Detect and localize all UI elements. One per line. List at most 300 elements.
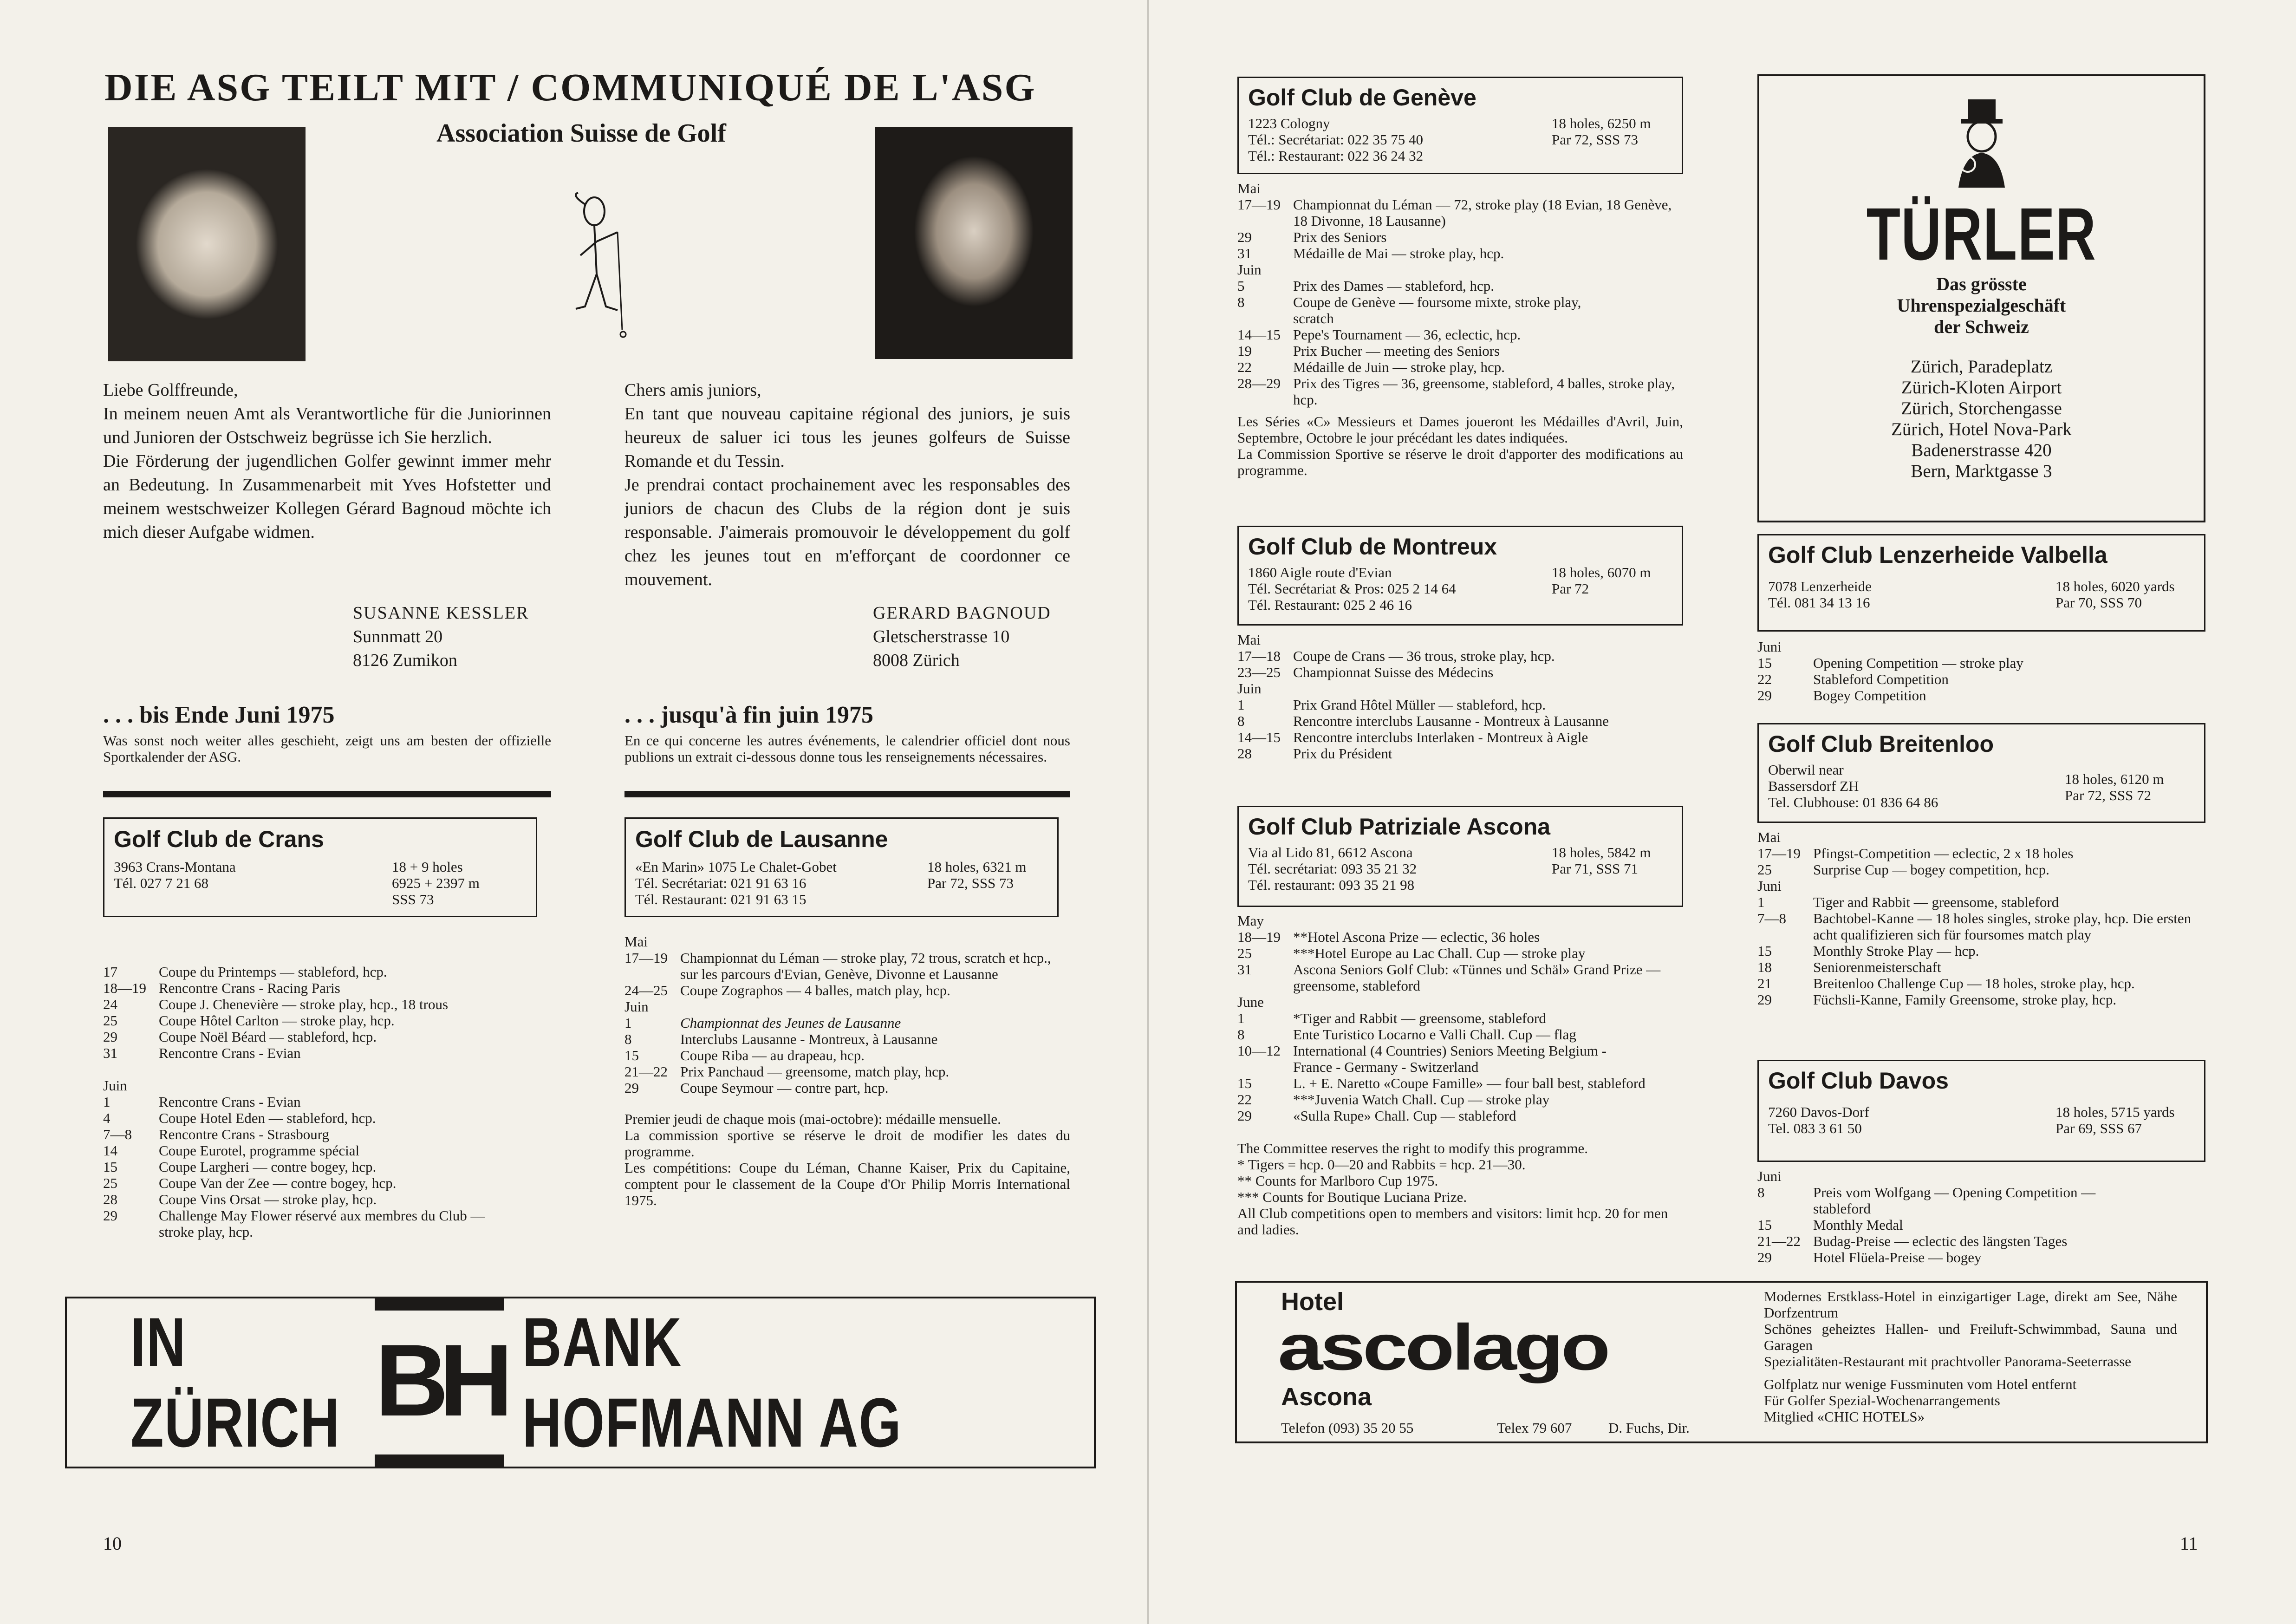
club-name: Golf Club de Crans xyxy=(114,826,324,852)
club-details xyxy=(1248,564,1672,613)
club-address xyxy=(1768,1104,1869,1136)
schedule-row xyxy=(1757,845,2205,861)
club-box-geneve xyxy=(1237,77,1683,174)
event-title: Tiger and Rabbit — greensome, stableford xyxy=(1813,894,2059,910)
club-details xyxy=(1768,762,2195,810)
event-title: Pfingst-Competition — eclectic, 2 x 18 holes xyxy=(1813,845,2074,861)
course-holes: 18 holes, 6321 m xyxy=(927,859,1027,875)
event-title: Breitenloo Challenge Cup — 18 holes, stroke play, hcp. xyxy=(1813,975,2135,991)
course-length: 6925 + 2397 m xyxy=(392,875,480,891)
phone-line: Tél. Secrétariat: 021 91 63 16 xyxy=(635,875,807,891)
event-date: 29 xyxy=(103,1029,117,1045)
event-title: Prix du Président xyxy=(1293,745,1392,762)
club-details xyxy=(1248,844,1672,893)
schedule-ascona xyxy=(1237,913,1683,1238)
event-title: Monthly Medal xyxy=(1813,1217,1903,1233)
event-title: Coupe Zographos — 4 balles, match play, hcp. xyxy=(680,982,950,998)
schedule-row xyxy=(1237,1010,1683,1026)
page-number: 10 xyxy=(103,1533,122,1554)
tagline-line: Das grösste xyxy=(1936,274,2027,294)
schedule-row xyxy=(1237,245,1683,261)
club-address xyxy=(635,859,837,907)
phone-line: Tél. Restaurant: 021 91 63 15 xyxy=(635,891,807,907)
event-date: 7—8 xyxy=(103,1126,132,1142)
schedule-row xyxy=(1757,959,2205,975)
signature-name: GERARD BAGNOUD xyxy=(873,603,1051,623)
letter-german xyxy=(103,378,551,544)
event-date: 24 xyxy=(103,996,117,1012)
course-par: Par 72, SSS 73 xyxy=(1552,131,1639,148)
course-holes: 18 + 9 holes xyxy=(392,859,463,875)
schedule-row xyxy=(1757,991,2205,1008)
club-box-ascona xyxy=(1237,806,1683,907)
phone-line: Tél. 027 7 21 68 xyxy=(114,875,209,891)
event-date: 1 xyxy=(624,1015,632,1031)
schedule-lausanne xyxy=(624,933,1070,1208)
event-date: 8 xyxy=(1237,713,1245,729)
schedule-geneve xyxy=(1237,180,1683,478)
event-title: Prix des Seniors xyxy=(1293,229,1387,245)
event-title: ***Hotel Europe au Lac Chall. Cup — stroke play xyxy=(1293,945,1586,961)
event-date: 15 xyxy=(103,1159,117,1175)
location-line: Zürich, Hotel Nova-Park xyxy=(1891,419,2072,439)
event-date: 8 xyxy=(1237,1026,1245,1043)
club-name: Golf Club Breitenloo xyxy=(1768,731,1994,757)
event-title: Rencontre interclubs Interlaken - Montreux à Aigle xyxy=(1293,729,1588,745)
event-date: 28—29 xyxy=(1237,375,1281,391)
event-title: Opening Competition — stroke play xyxy=(1813,655,2023,671)
event-title: Championnat du Léman — 72, stroke play (18 Evian, 18 Genève, 18 Divonne, 18 Lausanne) xyxy=(1293,196,1672,229)
club-details xyxy=(1768,1104,2195,1136)
club-box-davos xyxy=(1757,1060,2205,1162)
event-title: International (4 Countries) Seniors Meeting Belgium - France - Germany - Switzerland xyxy=(1293,1043,1607,1075)
course-par: Par 69, SSS 67 xyxy=(2055,1120,2142,1136)
course-holes: 18 holes, 6020 yards xyxy=(2055,578,2175,594)
event-title: **Hotel Ascona Prize — eclectic, 36 holes xyxy=(1293,929,1540,945)
club-address xyxy=(1768,578,1872,611)
club-name: Golf Club Patriziale Ascona xyxy=(1248,814,1551,840)
event-date: 8 xyxy=(624,1031,632,1047)
schedule-row xyxy=(1757,655,2205,671)
event-date: 15 xyxy=(1757,943,1772,959)
signature-street: Gletscherstrasse 10 xyxy=(873,627,1010,646)
schedule-row xyxy=(103,996,551,1012)
event-title: Hotel Flüela-Preise — bogey xyxy=(1813,1249,1982,1265)
turler-locations xyxy=(1759,356,2204,482)
schedule-row xyxy=(1757,975,2205,991)
event-date: 18 xyxy=(1757,959,1772,975)
event-title: Coupe Hotel Eden — stableford, hcp. xyxy=(159,1110,376,1126)
phone-line: Tél. Restaurant: 025 2 46 16 xyxy=(1248,597,1412,613)
schedule-row xyxy=(1237,945,1683,961)
event-title: Médaille de Mai — stroke play, hcp. xyxy=(1293,245,1504,261)
event-title: Coupe de Genève — foursome mixte, stroke play, scratch xyxy=(1293,294,1581,326)
phone-line: Tél.: Restaurant: 022 36 24 32 xyxy=(1248,148,1424,164)
month-label: Juni xyxy=(1757,639,1782,655)
divider xyxy=(103,791,551,797)
club-details xyxy=(635,859,1048,907)
letter-paragraph: En tant que nouveau capitaine régional des juniors, je suis heureux de saluer ici tous les jeunes golfeurs de Suisse Romande et du Tessin. xyxy=(624,404,1070,471)
month-label: June xyxy=(1237,994,1264,1010)
schedule-row xyxy=(624,1063,1070,1080)
ascolago-logo: ascolago xyxy=(1278,1311,1608,1384)
location-line: Zürich, Paradeplatz xyxy=(1910,357,2053,377)
event-date: 18—19 xyxy=(103,980,146,996)
event-title: «Sulla Rupe» Chall. Cup — stableford xyxy=(1293,1108,1516,1124)
event-date: 17 xyxy=(103,964,117,980)
event-date: 1 xyxy=(1237,697,1245,713)
club-box-breitenloo xyxy=(1757,723,2205,823)
photo-gerard-bagnoud xyxy=(875,127,1073,359)
event-date: 15 xyxy=(624,1047,639,1063)
description-line: Modernes Erstklass-Hotel in einzigartiger Lage, direkt am See, Nähe Dorfzentrum xyxy=(1764,1288,2177,1321)
club-box-lenzerheide xyxy=(1757,534,2205,632)
event-date: 1 xyxy=(1237,1010,1245,1026)
description-line: Spezialitäten-Restaurant mit prachtvoller Panorama-Seeterrasse xyxy=(1764,1353,2132,1370)
schedule-row xyxy=(1237,664,1683,680)
schedule-row xyxy=(1237,229,1683,245)
event-date: 22 xyxy=(1237,359,1252,375)
club-name: Golf Club Davos xyxy=(1768,1068,1949,1094)
divider xyxy=(624,791,1070,797)
event-date: 14—15 xyxy=(1237,729,1281,745)
schedule-note: Premier jeudi de chaque mois (mai-octobre): médaille mensuelle. xyxy=(624,1111,1001,1127)
schedule-row xyxy=(103,964,551,980)
event-title: Prix des Tigres — 36, greensome, stableford, 4 balles, stroke play, hcp. xyxy=(1293,375,1675,408)
location-line: Badenerstrasse 420 xyxy=(1911,440,2052,460)
event-date: 31 xyxy=(103,1045,117,1061)
event-title: Preis vom Wolfgang — Opening Competition — stableford xyxy=(1813,1184,2096,1217)
event-date: 14—15 xyxy=(1237,326,1281,343)
event-date: 15 xyxy=(1237,1075,1252,1091)
schedule-row xyxy=(1237,375,1683,408)
schedule-row xyxy=(103,1029,551,1045)
schedule-row xyxy=(103,1191,551,1207)
event-title: Ente Turistico Locarno e Valli Chall. Cup — flag xyxy=(1293,1026,1576,1043)
signature-name: SUSANNE KESSLER xyxy=(353,603,529,623)
event-date: 29 xyxy=(1757,1249,1772,1265)
schedule-row xyxy=(103,1142,551,1159)
event-title: Pepe's Tournament — 36, eclectic, hcp. xyxy=(1293,326,1521,343)
event-date: 21 xyxy=(1757,975,1772,991)
schedule-note: Les Séries «C» Messieurs et Dames joueront les Médailles d'Avril, Juin, Septembre, Octobre le jour précédant les dates indiquées. xyxy=(1237,413,1683,446)
event-title: Coupe J. Chenevière — stroke play, hcp., 18 trous xyxy=(159,996,449,1012)
course-holes: 18 holes, 6070 m xyxy=(1552,564,1651,580)
schedule-row xyxy=(103,1045,551,1061)
club-address xyxy=(1768,762,1938,810)
ad-text-bank: BANK HOFMANN AG xyxy=(522,1303,902,1461)
event-date: 22 xyxy=(1237,1091,1252,1108)
schedule-row xyxy=(1237,343,1683,359)
description-line: Mitglied «CHIC HOTELS» xyxy=(1764,1409,1925,1425)
schedule-breitenloo xyxy=(1757,829,2205,1008)
event-title: Coupe Hôtel Carlton — stroke play, hcp. xyxy=(159,1012,395,1029)
schedule-row xyxy=(624,982,1070,998)
phone-line: Tél.: Secrétariat: 022 35 75 40 xyxy=(1248,131,1424,148)
event-title: L. + E. Naretto «Coupe Famille» — four ball best, stableford xyxy=(1293,1075,1646,1091)
schedule-row xyxy=(1757,1249,2205,1265)
schedule-row xyxy=(1757,861,2205,878)
hotel-description xyxy=(1764,1288,2177,1425)
club-course-info xyxy=(2065,762,2195,810)
event-date: 1 xyxy=(103,1094,111,1110)
description-line: Golfplatz nur wenige Fussminuten vom Hotel entfernt xyxy=(1764,1376,2077,1392)
event-date: 29 xyxy=(624,1080,639,1096)
gentleman-illustration xyxy=(1931,95,2033,192)
course-par: Par 72, SSS 73 xyxy=(927,875,1014,891)
club-course-info xyxy=(927,859,1048,907)
schedule-note: La commission sportive se réserve le droit de modifier les dates du programme. xyxy=(624,1127,1070,1160)
schedule-lenzerheide xyxy=(1757,639,2205,704)
event-title: Surprise Cup — bogey competition, hcp. xyxy=(1813,861,2049,878)
event-date: 1 xyxy=(1757,894,1765,910)
address-line: 3963 Crans-Montana xyxy=(114,859,236,875)
headline: DIE ASG TEILT MIT / COMMUNIQUÉ DE L'ASG xyxy=(104,66,1036,109)
event-date: 10—12 xyxy=(1237,1043,1281,1059)
event-title: Rencontre Crans - Evian xyxy=(159,1094,301,1110)
address-line: «En Marin» 1075 Le Chalet-Gobet xyxy=(635,859,837,875)
schedule-row xyxy=(1237,294,1683,326)
course-par: Par 72, SSS 72 xyxy=(2065,787,2152,803)
event-title: *Tiger and Rabbit — greensome, stableford xyxy=(1293,1010,1546,1026)
event-title: Prix Bucher — meeting des Seniors xyxy=(1293,343,1500,359)
hotel-phone: Telefon (093) 35 20 55 xyxy=(1281,1420,1414,1436)
schedule-row xyxy=(1757,943,2205,959)
schedule-row xyxy=(103,1175,551,1191)
event-date: 4 xyxy=(103,1110,111,1126)
event-title: Championnat des Jeunes de Lausanne xyxy=(680,1015,901,1031)
schedule-row xyxy=(1757,687,2205,704)
month-label: Juin xyxy=(624,998,649,1015)
event-date: 31 xyxy=(1237,961,1252,978)
schedule-row xyxy=(103,1159,551,1175)
month-label: Juin xyxy=(103,1077,127,1094)
club-course-info xyxy=(392,859,527,907)
photo-susanne-kessler xyxy=(108,127,306,361)
club-course-info xyxy=(1552,844,1672,893)
schedule-row xyxy=(1237,326,1683,343)
hotel-place: Ascona xyxy=(1281,1383,1372,1411)
signature-city: 8126 Zumikon xyxy=(353,651,457,670)
address-line: Oberwil near xyxy=(1768,762,1844,778)
calendar-title-de: . . . bis Ende Juni 1975 xyxy=(103,702,335,728)
event-date: 21—22 xyxy=(624,1063,668,1080)
month-label: May xyxy=(1237,913,1264,929)
event-title: Championnat Suisse des Médecins xyxy=(1293,664,1494,680)
event-title: Rencontre Crans - Strasbourg xyxy=(159,1126,330,1142)
event-title: Rencontre Crans - Evian xyxy=(159,1045,301,1061)
schedule-row xyxy=(103,1207,551,1240)
hotel-director: D. Fuchs, Dir. xyxy=(1608,1420,1690,1436)
event-title: Coupe de Crans — 36 trous, stroke play, hcp. xyxy=(1293,648,1555,664)
event-date: 25 xyxy=(1757,861,1772,878)
event-title: Interclubs Lausanne - Montreux, à Lausanne xyxy=(680,1031,938,1047)
event-title: Coupe Van der Zee — contre bogey, hcp. xyxy=(159,1175,397,1191)
schedule-note: All Club competitions open to members and visitors: limit hcp. 20 for men and ladies. xyxy=(1237,1205,1668,1238)
schedule-row xyxy=(1237,1091,1683,1108)
month-label: Mai xyxy=(1237,632,1261,648)
schedule-row xyxy=(1237,929,1683,945)
event-title: Médaille de Juin — stroke play, hcp. xyxy=(1293,359,1505,375)
club-name: Golf Club de Genève xyxy=(1248,85,1476,111)
course-par: Par 72 xyxy=(1552,580,1589,597)
left-page xyxy=(0,0,1147,1624)
course-par: Par 70, SSS 70 xyxy=(2055,594,2142,611)
schedule-note: *** Counts for Boutique Luciana Prize. xyxy=(1237,1189,1467,1205)
event-date: 29 xyxy=(1757,991,1772,1008)
event-date: 8 xyxy=(1237,294,1245,310)
event-title: Coupe Vins Orsat — stroke play, hcp. xyxy=(159,1191,377,1207)
club-course-info xyxy=(2055,1104,2195,1136)
event-date: 23—25 xyxy=(1237,664,1281,680)
course-holes: 18 holes, 6250 m xyxy=(1552,115,1651,131)
club-details xyxy=(114,859,527,907)
club-course-info xyxy=(1552,564,1672,613)
month-label: Juin xyxy=(1237,680,1262,697)
club-name: Golf Club Lenzerheide Valbella xyxy=(1768,542,2107,568)
schedule-row xyxy=(103,1012,551,1029)
event-date: 7—8 xyxy=(1757,910,1786,926)
turler-tagline xyxy=(1759,274,2204,338)
letter-greeting-fr: Chers amis juniors, xyxy=(624,380,761,400)
event-title: Coupe Largheri — contre bogey, hcp. xyxy=(159,1159,377,1175)
event-title: Füchsli-Kanne, Family Greensome, stroke play, hcp. xyxy=(1813,991,2117,1008)
event-date: 22 xyxy=(1757,671,1772,687)
right-page xyxy=(1149,0,2296,1624)
event-date: 17—19 xyxy=(624,950,668,966)
description-line: Schönes geheiztes Hallen- und Freiluft-Schwimmbad, Sauna und Garagen xyxy=(1764,1321,2177,1353)
schedule-row xyxy=(1237,1043,1683,1075)
event-date: 14 xyxy=(103,1142,117,1159)
event-title: Rencontre interclubs Lausanne - Montreux à Lausanne xyxy=(1293,713,1609,729)
club-address xyxy=(1248,564,1456,613)
calendar-intro-de: Was sonst noch weiter alles geschieht, zeigt uns am besten der offizielle Sportkalender der ASG. xyxy=(103,732,551,765)
phone-line: Tél. secrétariat: 093 35 21 32 xyxy=(1248,861,1417,877)
calendar-title-fr: . . . jusqu'à fin juin 1975 xyxy=(624,702,874,728)
turler-logo: TÜRLER xyxy=(1866,192,2097,275)
schedule-note: ** Counts for Marlboro Cup 1975. xyxy=(1237,1173,1438,1189)
event-date: 5 xyxy=(1237,278,1245,294)
event-date: 15 xyxy=(1757,655,1772,671)
club-address xyxy=(114,859,236,907)
schedule-row xyxy=(1237,961,1683,994)
schedule-note: The Committee reserves the right to modify this programme. xyxy=(1237,1140,1588,1156)
tagline-line: der Schweiz xyxy=(1934,316,2029,337)
event-date: 29 xyxy=(103,1207,117,1224)
event-title: Coupe Noël Béard — stableford, hcp. xyxy=(159,1029,377,1045)
event-title: ***Juvenia Watch Chall. Cup — stroke play xyxy=(1293,1091,1550,1108)
address-line: 1860 Aigle route d'Evian xyxy=(1248,564,1392,580)
schedule-note: La Commission Sportive se réserve le droit d'apporter des modifications au programme. xyxy=(1237,446,1683,478)
course-sss: SSS 73 xyxy=(392,891,434,907)
description-line: Für Golfer Spezial-Wochenarrangements xyxy=(1764,1392,2000,1409)
letter-greeting-de: Liebe Golffreunde, xyxy=(103,380,238,400)
schedule-row xyxy=(103,1094,551,1110)
club-address xyxy=(1248,844,1417,893)
schedule-row xyxy=(103,980,551,996)
event-title: Rencontre Crans - Racing Paris xyxy=(159,980,340,996)
event-title: Budag-Preise — eclectic des längsten Tages xyxy=(1813,1233,2068,1249)
location-line: Bern, Marktgasse 3 xyxy=(1911,461,2052,481)
address-line: 7260 Davos-Dorf xyxy=(1768,1104,1869,1120)
signature-fr xyxy=(873,601,1051,672)
event-title: Ascona Seniors Golf Club: «Tünnes und Schäl» Grand Prize — greensome, stableford xyxy=(1293,961,1661,994)
event-date: 24—25 xyxy=(624,982,668,998)
schedule-row xyxy=(1237,359,1683,375)
event-date: 15 xyxy=(1757,1217,1772,1233)
event-title: Coupe Eurotel, programme spécial xyxy=(159,1142,360,1159)
schedule-row xyxy=(1237,1108,1683,1124)
phone-line: Tél. Secrétariat & Pros: 025 2 14 64 xyxy=(1248,580,1456,597)
club-box-lausanne xyxy=(624,817,1059,917)
schedule-row xyxy=(1757,1233,2205,1249)
event-title: Bogey Competition xyxy=(1813,687,1926,704)
signature-city: 8008 Zürich xyxy=(873,651,960,670)
signature-de xyxy=(353,601,529,672)
event-title: Prix Grand Hôtel Müller — stableford, hcp. xyxy=(1293,697,1546,713)
schedule-row xyxy=(1237,713,1683,729)
turler-ad xyxy=(1757,74,2205,522)
location-line: Zürich-Kloten Airport xyxy=(1901,378,2062,398)
course-holes: 18 holes, 6120 m xyxy=(2065,771,2164,787)
address-line: Via al Lido 81, 6612 Ascona xyxy=(1248,844,1413,861)
month-label: Mai xyxy=(624,933,648,950)
club-address xyxy=(1248,115,1423,164)
club-box-crans xyxy=(103,817,537,917)
schedule-row xyxy=(103,1126,551,1142)
hotel-label: Hotel xyxy=(1281,1288,1344,1316)
schedule-row xyxy=(1237,697,1683,713)
schedule-row xyxy=(624,1031,1070,1047)
club-course-info xyxy=(2055,578,2195,611)
event-title: Coupe du Printemps — stableford, hcp. xyxy=(159,964,387,980)
event-title: Championnat du Léman — stroke play, 72 trous, scratch et hcp., sur les parcours d'Evian, Genève, Divonne et Lausanne xyxy=(680,950,1051,982)
letter-french xyxy=(624,378,1070,592)
event-title: Coupe Riba — au drapeau, hcp. xyxy=(680,1047,865,1063)
hotel-ascolago-ad xyxy=(1235,1281,2208,1443)
schedule-row xyxy=(1757,671,2205,687)
bank-hofmann-logo: BH xyxy=(375,1298,504,1467)
month-label: Juin xyxy=(1237,261,1262,278)
event-title: Prix des Dames — stableford, hcp. xyxy=(1293,278,1495,294)
schedule-row xyxy=(624,1015,1070,1031)
calendar-intro-fr: En ce qui concerne les autres événements, le calendrier officiel dont nous publions un extrait ci-dessous donne tous les renseignements nécessaires. xyxy=(624,732,1070,765)
signature-street: Sunnmatt 20 xyxy=(353,627,443,646)
event-title: Prix Panchaud — greensome, match play, hcp. xyxy=(680,1063,950,1080)
schedule-montreux xyxy=(1237,632,1683,762)
event-date: 25 xyxy=(103,1012,117,1029)
schedule-row xyxy=(1237,196,1683,229)
hotel-telex: Telex 79 607 xyxy=(1497,1420,1572,1436)
letter-paragraph: Die Förderung der jugendlichen Golfer gewinnt immer mehr an Bedeutung. In Zusammenarbeit mit Yves Hofstetter und meinem westschweizer Kollegen Gérard Bagnoud möchte ich mich dieser Aufgabe widmen. xyxy=(103,451,551,542)
club-box-montreux xyxy=(1237,526,1683,626)
month-label: Juni xyxy=(1757,878,1782,894)
ad-text-city: IN ZÜRICH xyxy=(130,1303,340,1461)
address-line: Bassersdorf ZH xyxy=(1768,778,1859,794)
club-details xyxy=(1768,578,2195,611)
event-title: Monthly Stroke Play — hcp. xyxy=(1813,943,1979,959)
schedule-row xyxy=(1237,745,1683,762)
event-date: 19 xyxy=(1237,343,1252,359)
event-date: 31 xyxy=(1237,245,1252,261)
schedule-row xyxy=(624,1080,1070,1096)
event-title: Challenge May Flower réservé aux membres du Club — stroke play, hcp. xyxy=(159,1207,485,1240)
event-title: Bachtobel-Kanne — 18 holes singles, stroke play, hcp. Die ersten acht qualifizieren sich für foursomes match play xyxy=(1813,910,2192,943)
course-holes: 18 holes, 5715 yards xyxy=(2055,1104,2175,1120)
address-line: 7078 Lenzerheide xyxy=(1768,578,1872,594)
location-line: Zürich, Storchengasse xyxy=(1901,398,2062,418)
schedule-crans xyxy=(103,964,551,1240)
